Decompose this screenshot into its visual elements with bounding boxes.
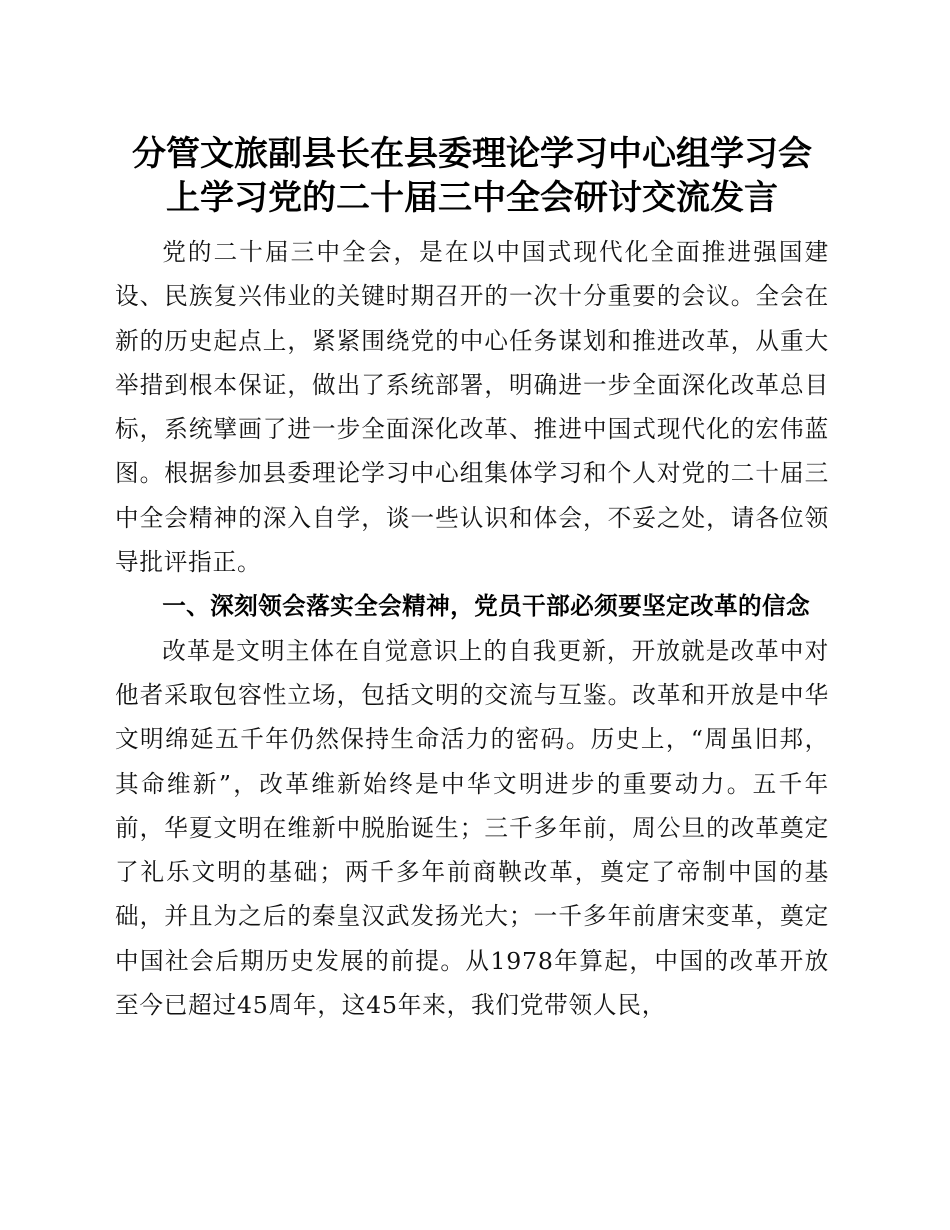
intro-paragraph: 党的二十届三中全会，是在以中国式现代化全面推进强国建设、民族复兴伟业的关键时期召开的一次十分重要的会议。全会在新的历史起点上，紧紧围绕党的中心任务谋划和推进改革，从重大举措到根本保证，做出了系统部署，明确进一步全面深化改革总目标，系统擘画了进一步全面深化改革、推进中国式现代化的宏伟蓝图。根据参加县委理论学习中心组集体学习和个人对党的二十届三中全会精神的深入自学，谈一些认识和体会，不妥之处，请各位领导批评指正。 — [115, 238, 829, 577]
section-heading-1: 一、深刻领会落实全会精神，党员干部必须要坚定改革的信念 — [162, 592, 811, 621]
section-1-paragraph: 改革是文明主体在自觉意识上的自我更新，开放就是改革中对他者采取包容性立场，包括文明的交流与互鉴。改革和开放是中华文明绵延五千年仍然保持生命活力的密码。历史上，“周虽旧邦，其命维新”，改革维新始终是中华文明进步的重要动力。五千年前，华夏文明在维新中脱胎诞生；三千多年前，周公旦的改革奠定了礼乐文明的基础；两千多年前商鞅改革，奠定了帝制中国的基础，并且为之后的秦皇汉武发扬光大；一千多年前唐宋变革，奠定中国社会后期历史发展的前提。从1978年算起，中国的改革开放至今已超过45周年，这45年来，我们党带领人民， — [115, 636, 829, 1020]
document-body — [115, 132, 829, 1027]
document-title — [115, 132, 829, 220]
title-line-1: 分管文旅副县长在县委理论学习中心组学习会 — [132, 134, 812, 174]
title-line-2: 上学习党的二十届三中全会研讨交流发言 — [166, 178, 778, 218]
